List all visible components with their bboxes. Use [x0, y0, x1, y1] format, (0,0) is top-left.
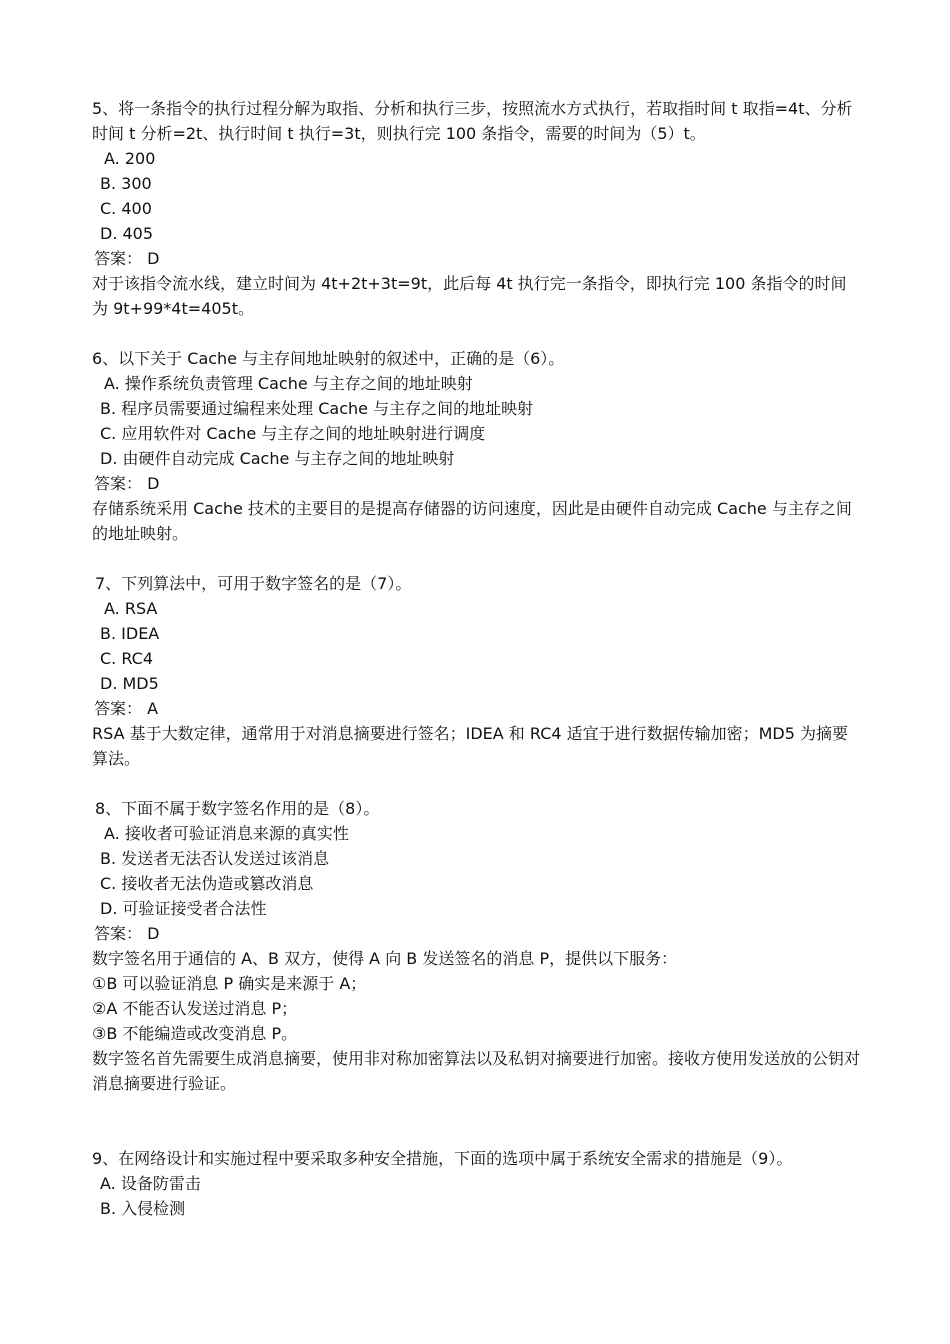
explanation-line: ①B 可以验证消息 P 确实是来源于 A；: [92, 974, 367, 993]
explanation-line: ②A 不能否认发送过消息 P；: [92, 999, 298, 1018]
answer: 答案： D: [94, 924, 160, 943]
question-stem: 7、下列算法中，可用于数字签名的是（7）。: [95, 574, 412, 593]
option-a: A. 200: [104, 149, 156, 168]
option-a: A. 设备防雷击: [100, 1174, 201, 1193]
option-a: A. RSA: [104, 599, 158, 618]
question-9: [92, 1146, 862, 1221]
question-stem: 5、将一条指令的执行过程分解为取指、分析和执行三步，按照流水方式执行，若取指时间 t 取指=4t、分析时间 t 分析=2t、执行时间 t 执行=3t，则执行完 100 条指令，需要的时间为（5）t。: [92, 99, 853, 143]
option-b: B. IDEA: [100, 624, 160, 643]
answer: 答案： D: [94, 474, 160, 493]
option-c: C. RC4: [100, 649, 154, 668]
option-a: A. 接收者可验证消息来源的真实性: [104, 824, 349, 843]
answer: 答案： D: [94, 249, 160, 268]
option-d: D. 405: [100, 224, 154, 243]
question-5: [92, 96, 862, 321]
option-b: B. 300: [100, 174, 152, 193]
option-d: D. 由硬件自动完成 Cache 与主存之间的地址映射: [100, 449, 455, 468]
spacer: [92, 771, 862, 796]
option-b: B. 入侵检测: [100, 1199, 186, 1218]
explanation: 存储系统采用 Cache 技术的主要目的是提高存储器的访问速度，因此是由硬件自动完成 Cache 与主存之间的地址映射。: [92, 499, 852, 543]
explanation-line: 数字签名首先需要生成消息摘要，使用非对称加密算法以及私钥对摘要进行加密。接收方使用发送放的公钥对消息摘要进行验证。: [92, 1049, 861, 1093]
option-b: B. 发送者无法否认发送过该消息: [100, 849, 330, 868]
explanation-line: ③B 不能编造或改变消息 P。: [92, 1024, 298, 1043]
question-8: [92, 796, 862, 1096]
explanation: 对于该指令流水线，建立时间为 4t+2t+3t=9t，此后每 4t 执行完一条指令，即执行完 100 条指令的时间为 9t+99*4t=405t。: [92, 274, 847, 318]
question-7: [92, 571, 862, 771]
spacer: [92, 546, 862, 571]
option-c: C. 应用软件对 Cache 与主存之间的地址映射进行调度: [100, 424, 486, 443]
explanation-line: 数字签名用于通信的 A、B 双方，使得 A 向 B 发送签名的消息 P，提供以下服务：: [92, 949, 678, 968]
spacer: [92, 1096, 862, 1146]
option-b: B. 程序员需要通过编程来处理 Cache 与主存之间的地址映射: [100, 399, 534, 418]
question-stem: 8、下面不属于数字签名作用的是（8）。: [95, 799, 380, 818]
question-stem: 6、以下关于 Cache 与主存间地址映射的叙述中，正确的是（6）。: [92, 349, 565, 368]
question-stem: 9、在网络设计和实施过程中要采取多种安全措施，下面的选项中属于系统安全需求的措施是（9）。: [92, 1149, 793, 1168]
explanation: RSA 基于大数定律，通常用于对消息摘要进行签名；IDEA 和 RC4 适宜于进行数据传输加密；MD5 为摘要算法。: [92, 724, 849, 768]
spacer: [92, 321, 862, 346]
option-c: C. 400: [100, 199, 152, 218]
option-d: D. 可验证接受者合法性: [100, 899, 267, 918]
question-6: [92, 346, 862, 546]
option-d: D. MD5: [100, 674, 159, 693]
option-a: A. 操作系统负责管理 Cache 与主存之间的地址映射: [104, 374, 473, 393]
answer: 答案： A: [94, 699, 159, 718]
document-page: [92, 96, 862, 1221]
option-c: C. 接收者无法伪造或篡改消息: [100, 874, 314, 893]
